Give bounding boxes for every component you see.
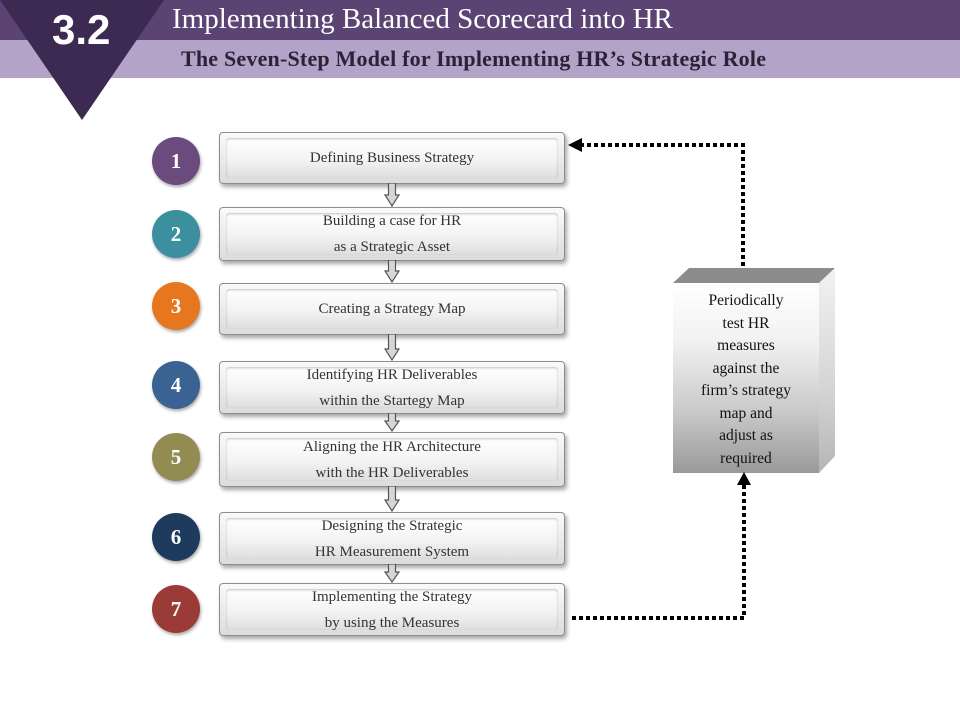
step-4-line-1: Identifying HR Deliverables: [306, 366, 478, 383]
section-number: 3.2: [52, 6, 111, 53]
step-box-5: [219, 432, 565, 487]
left-arrowhead-icon: [568, 138, 582, 152]
step-5-line-2: with the HR Deliverables: [315, 464, 469, 481]
down-arrow-icon: [384, 564, 400, 583]
step-box-7: [219, 583, 565, 636]
step-2-line-1: Building a case for HR: [322, 213, 462, 229]
step-4-line-2: within the Startegy Map: [319, 392, 465, 409]
page-subtitle: The Seven-Step Model for Implementing HR’s Strategic Role: [181, 46, 767, 71]
step-number-2: 2: [152, 210, 200, 258]
step-box-4: [219, 361, 565, 414]
feedback-line-6: map and: [719, 404, 773, 422]
feedback-line-8: required: [720, 449, 772, 467]
down-arrow-icon: [384, 486, 400, 512]
dotted-connector-top: [580, 145, 743, 266]
feedback-line-4: against the: [712, 359, 780, 377]
step-2-line-2: as a Strategic Asset: [333, 239, 451, 255]
down-arrow-icon: [384, 260, 400, 283]
step-number-5: 5: [152, 433, 200, 481]
step-box-1: [219, 132, 565, 184]
step-1-line-1: Defining Business Strategy: [309, 150, 475, 166]
step-box-6: [219, 512, 565, 565]
step-number-6: 6: [152, 513, 200, 561]
up-arrowhead-icon: [737, 472, 751, 485]
step-6-line-2: HR Measurement System: [314, 543, 470, 560]
step-5-line-1: Aligning the HR Architecture: [303, 438, 481, 455]
down-arrow-icon: [384, 334, 400, 361]
feedback-box: [673, 283, 819, 473]
down-arrow-icon: [384, 183, 400, 207]
down-arrow-icon: [384, 413, 400, 432]
feedback-line-3: measures: [717, 337, 775, 354]
feedback-line-2: test HR: [722, 314, 770, 332]
step-7-line-1: Implementing the Strategy: [312, 588, 472, 605]
page-title: Implementing Balanced Scorecard into HR: [172, 3, 673, 35]
step-box-2: [219, 207, 565, 261]
step-number-7: 7: [152, 585, 200, 633]
feedback-line-5: firm’s strategy: [701, 382, 791, 399]
step-number-3: 3: [152, 282, 200, 330]
dotted-connector-bottom: [572, 484, 744, 618]
step-3-line-1: Creating a Strategy Map: [318, 301, 466, 317]
step-7-line-2: by using the Measures: [324, 614, 460, 631]
feedback-line-7: adjust as: [719, 427, 773, 444]
step-6-line-1: Designing the Strategic: [321, 517, 463, 534]
step-number-1: 1: [152, 137, 200, 185]
step-box-3: [219, 283, 565, 335]
step-number-4: 4: [152, 361, 200, 409]
feedback-line-1: Periodically: [708, 292, 784, 309]
